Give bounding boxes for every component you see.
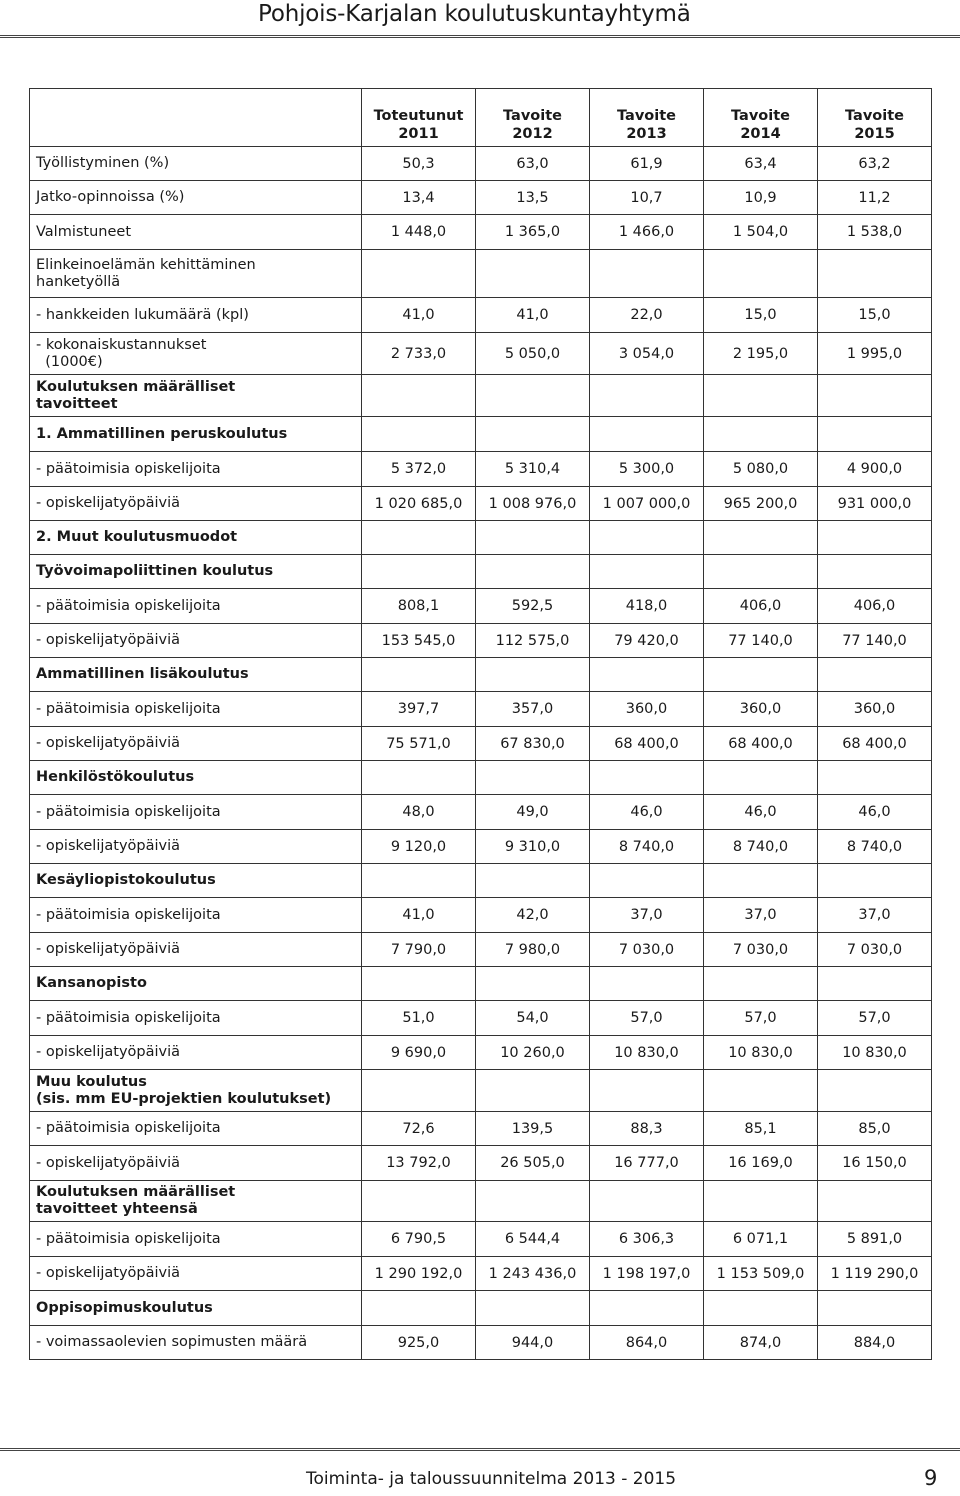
row-label-line: - opiskelijatyöpäiviä bbox=[36, 838, 181, 854]
value-cell: 57,0 bbox=[590, 1001, 704, 1036]
value-cell: 406,0 bbox=[818, 589, 932, 624]
value-cell bbox=[704, 1181, 818, 1222]
value-cell bbox=[476, 864, 590, 898]
row-label bbox=[30, 589, 362, 624]
value-cell: 6 071,1 bbox=[704, 1222, 818, 1257]
row-label-line: - päätoimisia opiskelijoita bbox=[36, 460, 221, 477]
table-row bbox=[30, 215, 932, 250]
value-cell bbox=[818, 658, 932, 692]
value-cell bbox=[818, 521, 932, 555]
value-cell: 1 466,0 bbox=[590, 215, 704, 250]
value-cell: 63,0 bbox=[476, 147, 590, 181]
table-row bbox=[30, 1112, 932, 1146]
table-row bbox=[30, 147, 932, 181]
value-cell: 10,9 bbox=[704, 181, 818, 215]
row-label bbox=[30, 1222, 362, 1257]
value-cell: 360,0 bbox=[818, 692, 932, 727]
value-cell: 1 365,0 bbox=[476, 215, 590, 250]
value-cell bbox=[362, 1181, 476, 1222]
value-cell: 48,0 bbox=[362, 795, 476, 830]
value-cell: 77 140,0 bbox=[818, 624, 932, 658]
value-cell: 13 792,0 bbox=[362, 1146, 476, 1181]
table-row bbox=[30, 864, 932, 898]
table-row bbox=[30, 1146, 932, 1181]
value-cell bbox=[818, 761, 932, 795]
value-cell bbox=[590, 375, 704, 417]
row-label-line: - opiskelijatyöpäiviä bbox=[36, 1265, 181, 1281]
row-label bbox=[30, 1257, 362, 1291]
table-row bbox=[30, 181, 932, 215]
value-cell: 925,0 bbox=[362, 1326, 476, 1360]
value-cell bbox=[704, 967, 818, 1001]
page-title: Pohjois-Karjalan koulutuskuntayhtymä bbox=[258, 1, 691, 27]
value-cell: 7 030,0 bbox=[590, 933, 704, 967]
value-cell: 51,0 bbox=[362, 1001, 476, 1036]
value-cell bbox=[362, 658, 476, 692]
row-label-line: 2. Muut koulutusmuodot bbox=[36, 529, 238, 545]
value-cell: 10 830,0 bbox=[818, 1036, 932, 1070]
value-cell: 2 733,0 bbox=[362, 333, 476, 375]
value-cell bbox=[818, 967, 932, 1001]
value-cell: 42,0 bbox=[476, 898, 590, 933]
row-label-line: Koulutuksen määrälliset bbox=[36, 1184, 236, 1200]
table-row bbox=[30, 967, 932, 1001]
value-cell: 931 000,0 bbox=[818, 487, 932, 521]
value-cell bbox=[818, 864, 932, 898]
row-label-line: Kansanopisto bbox=[36, 975, 147, 991]
value-cell: 11,2 bbox=[818, 181, 932, 215]
row-label bbox=[30, 830, 362, 864]
value-cell: 884,0 bbox=[818, 1326, 932, 1360]
value-cell: 8 740,0 bbox=[704, 830, 818, 864]
row-label bbox=[30, 624, 362, 658]
column-header: Tavoite 2015 bbox=[818, 89, 932, 147]
value-cell: 41,0 bbox=[362, 898, 476, 933]
value-cell bbox=[476, 1181, 590, 1222]
row-label-line: 1. Ammatillinen peruskoulutus bbox=[36, 425, 288, 442]
value-cell bbox=[704, 864, 818, 898]
value-cell: 357,0 bbox=[476, 692, 590, 727]
value-cell: 5 310,4 bbox=[476, 452, 590, 487]
value-cell bbox=[704, 1291, 818, 1326]
value-cell: 13,5 bbox=[476, 181, 590, 215]
row-label bbox=[30, 1112, 362, 1146]
row-label bbox=[30, 658, 362, 692]
footer-divider bbox=[0, 1448, 960, 1451]
value-cell: 1 007 000,0 bbox=[590, 487, 704, 521]
table-row bbox=[30, 727, 932, 761]
row-label-line: - päätoimisia opiskelijoita bbox=[36, 1230, 221, 1247]
value-cell: 61,9 bbox=[590, 147, 704, 181]
value-cell: 37,0 bbox=[818, 898, 932, 933]
row-label-line: - opiskelijatyöpäiviä bbox=[36, 632, 181, 648]
row-label bbox=[30, 864, 362, 898]
row-label bbox=[30, 375, 362, 417]
value-cell: 112 575,0 bbox=[476, 624, 590, 658]
table-row bbox=[30, 933, 932, 967]
row-label-line: Koulutuksen määrälliset bbox=[36, 378, 236, 395]
table-row bbox=[30, 795, 932, 830]
value-cell: 72,6 bbox=[362, 1112, 476, 1146]
value-cell: 1 198 197,0 bbox=[590, 1257, 704, 1291]
value-cell: 79 420,0 bbox=[590, 624, 704, 658]
page-header bbox=[0, 0, 960, 40]
row-label-line: - voimassaolevien sopimusten määrä bbox=[36, 1334, 308, 1350]
value-cell: 965 200,0 bbox=[704, 487, 818, 521]
value-cell: 37,0 bbox=[704, 898, 818, 933]
table-row bbox=[30, 1036, 932, 1070]
value-cell: 57,0 bbox=[704, 1001, 818, 1036]
value-cell: 1 448,0 bbox=[362, 215, 476, 250]
value-cell: 85,0 bbox=[818, 1112, 932, 1146]
table-row bbox=[30, 830, 932, 864]
table-row bbox=[30, 1326, 932, 1360]
row-label bbox=[30, 1146, 362, 1181]
row-label bbox=[30, 452, 362, 487]
value-cell: 10 830,0 bbox=[704, 1036, 818, 1070]
table-row bbox=[30, 1181, 932, 1222]
value-cell: 6 790,5 bbox=[362, 1222, 476, 1257]
row-label-line: Oppisopimuskoulutus bbox=[36, 1299, 213, 1316]
table-row bbox=[30, 692, 932, 727]
row-label bbox=[30, 521, 362, 555]
value-cell: 1 290 192,0 bbox=[362, 1257, 476, 1291]
value-cell: 944,0 bbox=[476, 1326, 590, 1360]
row-label-line: tavoitteet yhteensä bbox=[36, 1201, 198, 1217]
value-cell bbox=[704, 250, 818, 298]
table-row bbox=[30, 624, 932, 658]
value-cell: 874,0 bbox=[704, 1326, 818, 1360]
value-cell bbox=[476, 1070, 590, 1112]
page-footer bbox=[0, 1446, 960, 1496]
table-row bbox=[30, 487, 932, 521]
value-cell bbox=[704, 521, 818, 555]
value-cell: 15,0 bbox=[704, 298, 818, 333]
value-cell: 139,5 bbox=[476, 1112, 590, 1146]
value-cell: 1 504,0 bbox=[704, 215, 818, 250]
value-cell: 41,0 bbox=[476, 298, 590, 333]
row-label-line: Ammatillinen lisäkoulutus bbox=[36, 666, 249, 682]
row-label-line: - päätoimisia opiskelijoita bbox=[36, 597, 221, 614]
value-cell: 7 030,0 bbox=[704, 933, 818, 967]
row-label-line: - päätoimisia opiskelijoita bbox=[36, 700, 221, 717]
value-cell: 15,0 bbox=[818, 298, 932, 333]
row-label-line: Kesäyliopistokoulutus bbox=[36, 872, 216, 888]
row-label bbox=[30, 898, 362, 933]
row-label-line: hanketyöllä bbox=[36, 273, 121, 290]
table-row bbox=[30, 555, 932, 589]
table-row bbox=[30, 1257, 932, 1291]
value-cell: 10 260,0 bbox=[476, 1036, 590, 1070]
value-cell: 5 891,0 bbox=[818, 1222, 932, 1257]
value-cell bbox=[590, 250, 704, 298]
value-cell: 50,3 bbox=[362, 147, 476, 181]
table-header-row bbox=[30, 89, 932, 147]
table-row bbox=[30, 250, 932, 298]
value-cell bbox=[590, 1291, 704, 1326]
table-row bbox=[30, 761, 932, 795]
value-cell bbox=[476, 967, 590, 1001]
row-label bbox=[30, 795, 362, 830]
value-cell bbox=[818, 1181, 932, 1222]
table-row bbox=[30, 521, 932, 555]
row-label-line: - opiskelijatyöpäiviä bbox=[36, 941, 181, 957]
value-cell: 5 080,0 bbox=[704, 452, 818, 487]
row-label-line: - päätoimisia opiskelijoita bbox=[36, 1009, 221, 1026]
row-label bbox=[30, 555, 362, 589]
value-cell: 406,0 bbox=[704, 589, 818, 624]
value-cell: 397,7 bbox=[362, 692, 476, 727]
table-row bbox=[30, 1001, 932, 1036]
value-cell: 67 830,0 bbox=[476, 727, 590, 761]
row-label bbox=[30, 215, 362, 250]
value-cell bbox=[362, 967, 476, 1001]
value-cell: 8 740,0 bbox=[818, 830, 932, 864]
value-cell bbox=[818, 250, 932, 298]
value-cell bbox=[590, 864, 704, 898]
value-cell: 9 310,0 bbox=[476, 830, 590, 864]
value-cell: 13,4 bbox=[362, 181, 476, 215]
column-header: Tavoite 2014 bbox=[704, 89, 818, 147]
value-cell: 9 690,0 bbox=[362, 1036, 476, 1070]
value-cell bbox=[476, 521, 590, 555]
row-label bbox=[30, 487, 362, 521]
value-cell: 7 980,0 bbox=[476, 933, 590, 967]
row-label-line: Jatko-opinnoissa (%) bbox=[36, 189, 185, 205]
value-cell bbox=[362, 250, 476, 298]
row-label bbox=[30, 692, 362, 727]
value-cell: 864,0 bbox=[590, 1326, 704, 1360]
value-cell: 592,5 bbox=[476, 589, 590, 624]
value-cell: 360,0 bbox=[590, 692, 704, 727]
row-label-line: (sis. mm EU-projektien koulutukset) bbox=[36, 1090, 332, 1107]
value-cell: 418,0 bbox=[590, 589, 704, 624]
column-header: Tavoite 2013 bbox=[590, 89, 704, 147]
value-cell: 57,0 bbox=[818, 1001, 932, 1036]
value-cell: 6 544,4 bbox=[476, 1222, 590, 1257]
row-label bbox=[30, 147, 362, 181]
value-cell: 46,0 bbox=[590, 795, 704, 830]
row-label-line: - hankkeiden lukumäärä (kpl) bbox=[36, 306, 249, 323]
value-cell: 68 400,0 bbox=[590, 727, 704, 761]
table-row bbox=[30, 898, 932, 933]
value-cell: 37,0 bbox=[590, 898, 704, 933]
value-cell bbox=[362, 761, 476, 795]
row-label-line: - päätoimisia opiskelijoita bbox=[36, 906, 221, 923]
table-row bbox=[30, 658, 932, 692]
value-cell: 26 505,0 bbox=[476, 1146, 590, 1181]
value-cell: 63,2 bbox=[818, 147, 932, 181]
value-cell: 6 306,3 bbox=[590, 1222, 704, 1257]
value-cell bbox=[476, 250, 590, 298]
row-label bbox=[30, 417, 362, 452]
row-label bbox=[30, 298, 362, 333]
value-cell bbox=[590, 417, 704, 452]
value-cell: 46,0 bbox=[818, 795, 932, 830]
value-cell bbox=[704, 417, 818, 452]
value-cell: 22,0 bbox=[590, 298, 704, 333]
value-cell bbox=[476, 375, 590, 417]
value-cell: 1 119 290,0 bbox=[818, 1257, 932, 1291]
value-cell bbox=[476, 555, 590, 589]
value-cell: 8 740,0 bbox=[590, 830, 704, 864]
table-row bbox=[30, 375, 932, 417]
value-cell bbox=[362, 555, 476, 589]
value-cell bbox=[704, 1070, 818, 1112]
row-label bbox=[30, 727, 362, 761]
table-row bbox=[30, 452, 932, 487]
column-header: Toteutunut 2011 bbox=[362, 89, 476, 147]
targets-table bbox=[29, 88, 932, 1360]
value-cell: 153 545,0 bbox=[362, 624, 476, 658]
row-label-line: - opiskelijatyöpäiviä bbox=[36, 735, 181, 751]
value-cell bbox=[704, 555, 818, 589]
row-label-line: - opiskelijatyöpäiviä bbox=[36, 495, 181, 511]
row-label-line: Muu koulutus bbox=[36, 1073, 147, 1090]
value-cell bbox=[590, 658, 704, 692]
value-cell: 7 030,0 bbox=[818, 933, 932, 967]
value-cell: 85,1 bbox=[704, 1112, 818, 1146]
value-cell: 68 400,0 bbox=[818, 727, 932, 761]
value-cell: 1 008 976,0 bbox=[476, 487, 590, 521]
header-divider bbox=[0, 35, 960, 38]
value-cell: 49,0 bbox=[476, 795, 590, 830]
value-cell: 7 790,0 bbox=[362, 933, 476, 967]
value-cell: 5 300,0 bbox=[590, 452, 704, 487]
value-cell: 63,4 bbox=[704, 147, 818, 181]
row-label-line: - päätoimisia opiskelijoita bbox=[36, 803, 221, 820]
row-label bbox=[30, 181, 362, 215]
table-row bbox=[30, 333, 932, 375]
table-row bbox=[30, 1291, 932, 1326]
row-label bbox=[30, 933, 362, 967]
row-label-line: Työllistyminen (%) bbox=[36, 155, 170, 171]
value-cell: 10,7 bbox=[590, 181, 704, 215]
value-cell bbox=[590, 521, 704, 555]
value-cell: 2 195,0 bbox=[704, 333, 818, 375]
value-cell bbox=[704, 375, 818, 417]
table-row bbox=[30, 1070, 932, 1112]
value-cell: 41,0 bbox=[362, 298, 476, 333]
value-cell bbox=[362, 417, 476, 452]
value-cell: 16 777,0 bbox=[590, 1146, 704, 1181]
value-cell bbox=[590, 555, 704, 589]
value-cell: 4 900,0 bbox=[818, 452, 932, 487]
row-label-line: - päätoimisia opiskelijoita bbox=[36, 1120, 221, 1136]
table-row bbox=[30, 589, 932, 624]
row-label-line: - opiskelijatyöpäiviä bbox=[36, 1044, 181, 1060]
row-label bbox=[30, 1291, 362, 1326]
row-label bbox=[30, 1036, 362, 1070]
row-label bbox=[30, 967, 362, 1001]
row-label-line: tavoitteet bbox=[36, 395, 118, 412]
value-cell bbox=[362, 521, 476, 555]
header-label-cell bbox=[30, 89, 362, 147]
row-label bbox=[30, 1181, 362, 1222]
value-cell bbox=[476, 761, 590, 795]
value-cell bbox=[818, 1291, 932, 1326]
value-cell: 1 020 685,0 bbox=[362, 487, 476, 521]
value-cell: 46,0 bbox=[704, 795, 818, 830]
row-label bbox=[30, 761, 362, 795]
value-cell: 808,1 bbox=[362, 589, 476, 624]
row-label-line: (1000€) bbox=[36, 353, 103, 370]
row-label-line: Valmistuneet bbox=[36, 223, 132, 240]
value-cell bbox=[818, 417, 932, 452]
table-row bbox=[30, 417, 932, 452]
value-cell bbox=[476, 658, 590, 692]
value-cell bbox=[818, 555, 932, 589]
value-cell bbox=[590, 761, 704, 795]
value-cell: 9 120,0 bbox=[362, 830, 476, 864]
table-row bbox=[30, 1222, 932, 1257]
value-cell bbox=[362, 1291, 476, 1326]
value-cell bbox=[590, 967, 704, 1001]
footer-document-title: Toiminta- ja taloussuunnitelma 2013 - 2015 bbox=[306, 1469, 677, 1489]
row-label-line: Henkilöstökoulutus bbox=[36, 769, 195, 785]
value-cell: 75 571,0 bbox=[362, 727, 476, 761]
value-cell bbox=[362, 375, 476, 417]
row-label bbox=[30, 1326, 362, 1360]
value-cell bbox=[590, 1070, 704, 1112]
value-cell: 1 243 436,0 bbox=[476, 1257, 590, 1291]
table-body bbox=[30, 147, 932, 1360]
value-cell: 54,0 bbox=[476, 1001, 590, 1036]
value-cell bbox=[362, 864, 476, 898]
row-label bbox=[30, 1070, 362, 1112]
value-cell: 5 372,0 bbox=[362, 452, 476, 487]
value-cell bbox=[818, 1070, 932, 1112]
row-label-line: Työvoimapoliittinen koulutus bbox=[36, 563, 274, 579]
value-cell: 16 150,0 bbox=[818, 1146, 932, 1181]
row-label-line: - opiskelijatyöpäiviä bbox=[36, 1154, 181, 1171]
page-number: 9 bbox=[924, 1466, 938, 1490]
value-cell bbox=[476, 1291, 590, 1326]
row-label bbox=[30, 1001, 362, 1036]
value-cell: 3 054,0 bbox=[590, 333, 704, 375]
table-row bbox=[30, 298, 932, 333]
value-cell bbox=[704, 658, 818, 692]
column-header: Tavoite 2012 bbox=[476, 89, 590, 147]
value-cell bbox=[476, 417, 590, 452]
value-cell: 360,0 bbox=[704, 692, 818, 727]
value-cell bbox=[818, 375, 932, 417]
value-cell: 1 538,0 bbox=[818, 215, 932, 250]
value-cell: 1 995,0 bbox=[818, 333, 932, 375]
row-label-line: - kokonaiskustannukset bbox=[36, 336, 207, 353]
value-cell bbox=[704, 761, 818, 795]
value-cell bbox=[590, 1181, 704, 1222]
value-cell: 88,3 bbox=[590, 1112, 704, 1146]
row-label bbox=[30, 333, 362, 375]
value-cell: 1 153 509,0 bbox=[704, 1257, 818, 1291]
value-cell: 5 050,0 bbox=[476, 333, 590, 375]
value-cell: 77 140,0 bbox=[704, 624, 818, 658]
value-cell bbox=[362, 1070, 476, 1112]
row-label bbox=[30, 250, 362, 298]
value-cell: 10 830,0 bbox=[590, 1036, 704, 1070]
value-cell: 16 169,0 bbox=[704, 1146, 818, 1181]
row-label-line: Elinkeinoelämän kehittäminen bbox=[36, 256, 256, 273]
value-cell: 68 400,0 bbox=[704, 727, 818, 761]
